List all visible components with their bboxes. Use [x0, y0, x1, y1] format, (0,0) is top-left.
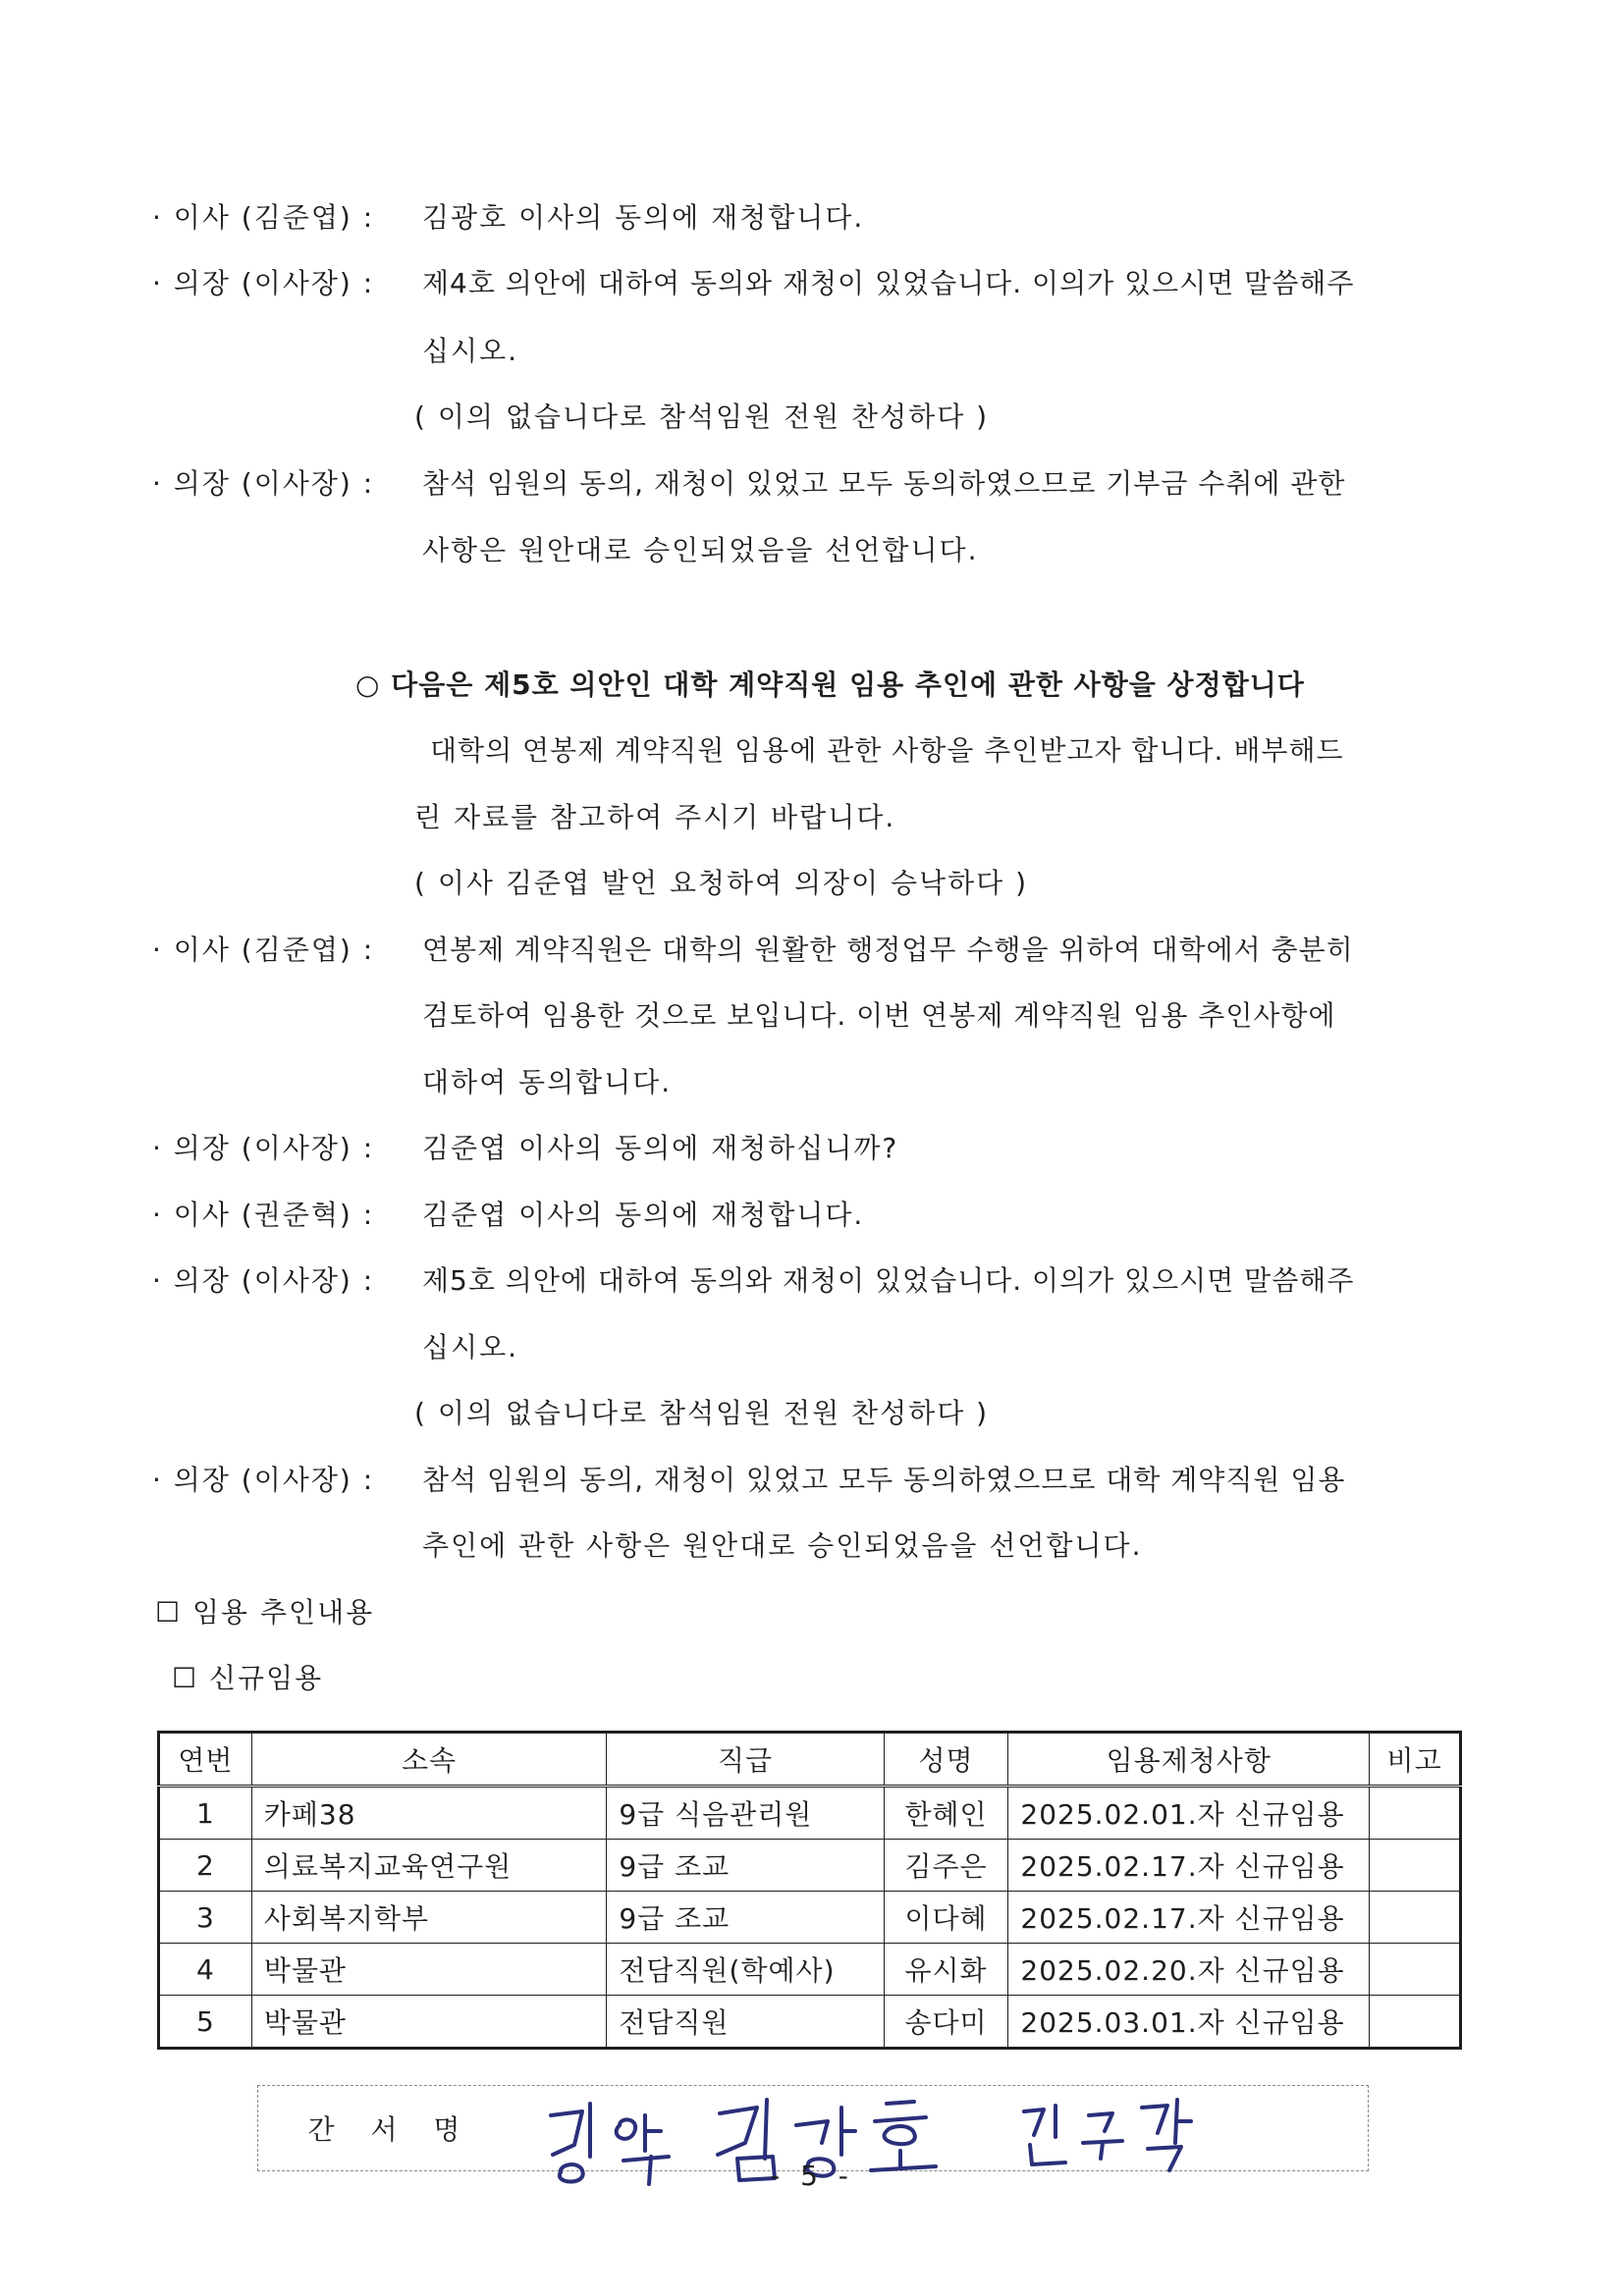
- cell-appointment: 2025.02.01.자 신규임용: [1008, 1787, 1370, 1840]
- cell-appointment: 2025.02.17.자 신규임용: [1008, 1892, 1370, 1944]
- signature-label: 간 서 명: [307, 2113, 474, 2146]
- cell-rank: 전담직원(학예사): [607, 1944, 884, 1996]
- cell-name: 유시화: [884, 1944, 1008, 1996]
- table-row: [159, 1892, 1461, 1944]
- cell-rank: 9급 조교: [607, 1840, 884, 1892]
- statement-text: 십시오.: [422, 335, 519, 367]
- statement-text: 사항은 원안대로 승인되었음을 선언합니다.: [422, 534, 979, 566]
- column-header: 직급: [607, 1733, 884, 1787]
- cell-department: 박물관: [251, 1996, 607, 2049]
- statement-text: 연봉제 계약직원은 대학의 원활한 행정업무 수행을 위하여 대학에서 충분히: [422, 934, 1354, 966]
- speaker-label: · 의장 (이사장) :: [152, 1264, 375, 1297]
- appointment-table: [157, 1731, 1462, 2050]
- cell-department: 카페38: [251, 1787, 607, 1840]
- speaker-label: · 의장 (이사장) :: [152, 1132, 375, 1164]
- statement-text: 대학의 연봉제 계약직원 임용에 관한 사항을 추인받고자 합니다. 배부해드: [430, 734, 1344, 767]
- column-header: 성명: [884, 1733, 1008, 1787]
- table-row: [159, 1996, 1461, 2049]
- statement-text: 제5호 의안에 대하여 동의와 재청이 있었습니다. 이의가 있으시면 말씀해주: [422, 1264, 1355, 1297]
- proceeding-note: ( 이사 김준엽 발언 요청하여 의장이 승낙하다 ): [414, 867, 1029, 899]
- cell-no: 3: [159, 1892, 252, 1944]
- page-number: - 5 -: [770, 2160, 854, 2192]
- statement-text: 김광호 이사의 동의에 재청합니다.: [422, 201, 865, 234]
- statement-text: 김준엽 이사의 동의에 재청합니다.: [422, 1199, 865, 1231]
- cell-remarks: [1370, 1996, 1461, 2049]
- speaker-label: · 이사 (권준혁) :: [152, 1199, 375, 1231]
- section-heading-text: ☐ 임용 추인내용: [155, 1596, 375, 1629]
- cell-rank: 9급 식음관리원: [607, 1787, 884, 1840]
- subsection-heading-text: ☐ 신규임용: [172, 1662, 324, 1694]
- cell-department: 의료복지교육연구원: [251, 1840, 607, 1892]
- column-header: 연번: [159, 1733, 252, 1787]
- statement-text: 검토하여 임용한 것으로 보입니다. 이번 연봉제 계약직원 임용 추인사항에: [422, 999, 1336, 1032]
- proceeding-note: ( 이의 없습니다로 참석임원 전원 찬성하다 ): [414, 400, 990, 433]
- cell-rank: 9급 조교: [607, 1892, 884, 1944]
- table-row: [159, 1840, 1461, 1892]
- statement-text: 참석 임원의 동의, 재청이 있었고 모두 동의하였으므로 기부금 수취에 관한: [422, 467, 1346, 500]
- speaker-label: · 이사 (김준엽) :: [152, 934, 375, 966]
- statement-text: 김준엽 이사의 동의에 재청하십니까?: [422, 1132, 899, 1164]
- column-header: 임용제청사항: [1008, 1733, 1370, 1787]
- cell-rank: 전담직원: [607, 1996, 884, 2049]
- speaker-label: · 의장 (이사장) :: [152, 267, 375, 299]
- table-row: [159, 1944, 1461, 1996]
- statement-text: 참석 임원의 동의, 재청이 있었고 모두 동의하였으므로 대학 계약직원 임용: [422, 1464, 1346, 1496]
- cell-name: 한혜인: [884, 1787, 1008, 1840]
- signature-box: [257, 2085, 1369, 2171]
- cell-no: 4: [159, 1944, 252, 1996]
- statement-text: 대하여 동의합니다.: [422, 1066, 673, 1098]
- cell-name: 송다미: [884, 1996, 1008, 2049]
- speaker-label: · 의장 (이사장) :: [152, 467, 375, 500]
- table-row: [159, 1787, 1461, 1840]
- cell-remarks: [1370, 1944, 1461, 1996]
- cell-name: 이다혜: [884, 1892, 1008, 1944]
- table-header-row: [159, 1733, 1461, 1787]
- statement-text: 제4호 의안에 대하여 동의와 재청이 있었습니다. 이의가 있으시면 말씀해주: [422, 267, 1355, 299]
- proceeding-note: ( 이의 없습니다로 참석임원 전원 찬성하다 ): [414, 1397, 990, 1429]
- cell-department: 박물관: [251, 1944, 607, 1996]
- cell-remarks: [1370, 1892, 1461, 1944]
- speaker-label: · 의장 (이사장) :: [152, 1464, 375, 1496]
- statement-text: 추인에 관한 사항은 원안대로 승인되었음을 선언합니다.: [422, 1529, 1143, 1562]
- cell-remarks: [1370, 1840, 1461, 1892]
- cell-appointment: 2025.03.01.자 신규임용: [1008, 1996, 1370, 2049]
- cell-appointment: 2025.02.17.자 신규임용: [1008, 1840, 1370, 1892]
- cell-no: 2: [159, 1840, 252, 1892]
- column-header: 소속: [251, 1733, 607, 1787]
- cell-no: 5: [159, 1996, 252, 2049]
- cell-remarks: [1370, 1787, 1461, 1840]
- cell-department: 사회복지학부: [251, 1892, 607, 1944]
- statement-text: 린 자료를 참고하여 주시기 바랍니다.: [414, 801, 896, 833]
- cell-name: 김주은: [884, 1840, 1008, 1892]
- speaker-label: · 이사 (김준엽) :: [152, 201, 375, 234]
- cell-appointment: 2025.02.20.자 신규임용: [1008, 1944, 1370, 1996]
- column-header: 비고: [1370, 1733, 1461, 1787]
- cell-no: 1: [159, 1787, 252, 1840]
- statement-text: 십시오.: [422, 1331, 519, 1363]
- agenda-heading-text: ○ 다음은 제5호 의안인 대학 계약직원 임용 추인에 관한 사항을 상정합니다: [355, 668, 1305, 701]
